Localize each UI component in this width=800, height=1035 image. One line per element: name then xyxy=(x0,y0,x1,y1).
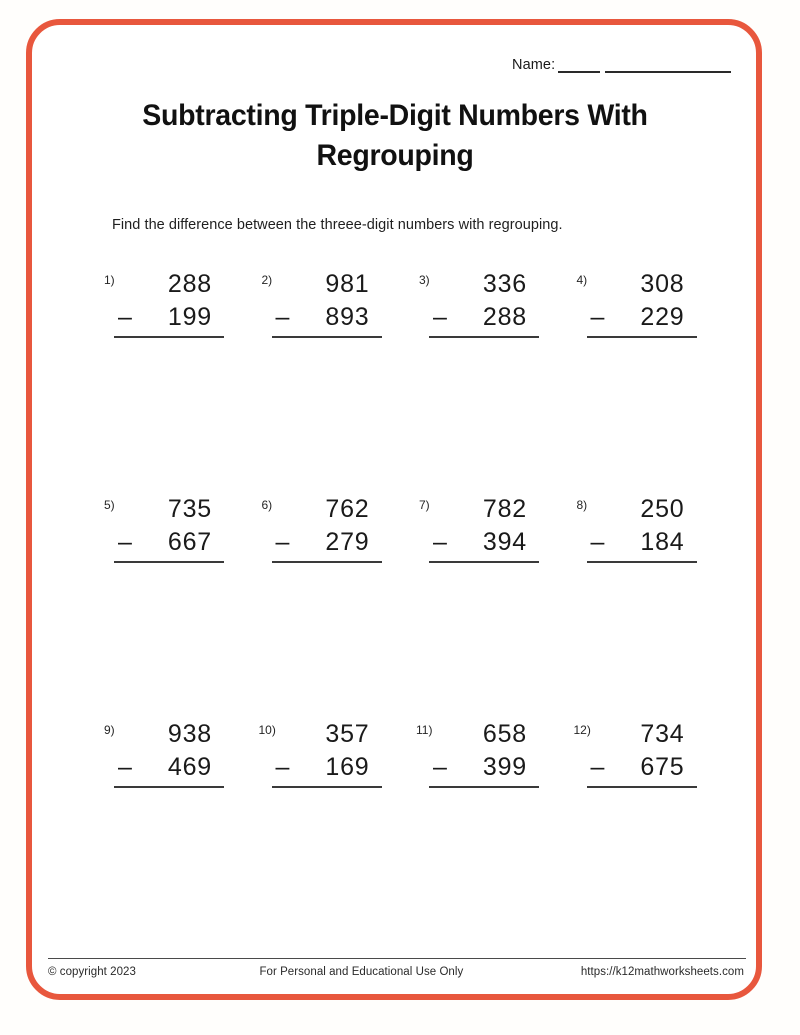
problem-stack xyxy=(272,268,382,338)
minuend: 658 xyxy=(482,720,527,748)
problem-number: 3) xyxy=(419,273,430,287)
footer-copyright: © copyright 2023 xyxy=(48,966,136,978)
minuend: 782 xyxy=(482,495,527,523)
problem-7[interactable] xyxy=(411,493,569,718)
problem-6[interactable] xyxy=(254,493,412,718)
subtrahend: 667 xyxy=(167,528,212,556)
page-title: Subtracting Triple-Digit Numbers With Regrouping xyxy=(142,99,648,172)
subtraction-line xyxy=(272,526,382,563)
problem-stack xyxy=(114,268,224,338)
minuend: 336 xyxy=(482,270,527,298)
subtraction-line xyxy=(429,526,539,563)
problem-number: 10) xyxy=(258,723,276,737)
subtrahend: 399 xyxy=(482,753,527,781)
name-blank-segment-1[interactable] xyxy=(558,59,600,73)
problem-stack xyxy=(429,718,539,788)
problem-stack xyxy=(114,718,224,788)
minus-sign-icon: – xyxy=(433,528,447,556)
subtraction-line xyxy=(587,526,697,563)
minuend: 250 xyxy=(640,495,685,523)
problem-number: 9) xyxy=(104,723,115,737)
name-label: Name: xyxy=(512,57,556,73)
problem-number: 8) xyxy=(576,498,588,512)
problem-stack xyxy=(429,493,539,563)
problem-number: 2) xyxy=(261,273,273,287)
problem-stack xyxy=(272,718,382,788)
subtraction-line xyxy=(429,301,539,338)
minus-sign-icon: – xyxy=(590,528,605,556)
subtrahend: 469 xyxy=(167,753,212,781)
minuend: 288 xyxy=(167,270,212,298)
minus-sign-icon: – xyxy=(590,303,605,331)
problem-number: 4) xyxy=(576,273,588,287)
minuend: 938 xyxy=(167,720,212,748)
problem-4[interactable] xyxy=(569,268,727,493)
problem-number: 11) xyxy=(416,723,433,737)
subtrahend: 229 xyxy=(640,303,685,331)
subtrahend: 184 xyxy=(640,528,685,556)
problem-stack xyxy=(587,718,697,788)
minus-sign-icon: – xyxy=(590,753,605,781)
problem-row xyxy=(96,268,726,493)
minus-sign-icon: – xyxy=(118,753,132,781)
problem-stack xyxy=(272,493,382,563)
problem-1[interactable] xyxy=(96,268,254,493)
minuend: 762 xyxy=(325,495,370,523)
subtraction-line xyxy=(429,751,539,788)
footer-url[interactable]: https://k12mathworksheets.com xyxy=(580,966,744,978)
problem-grid xyxy=(96,268,726,781)
name-field[interactable] xyxy=(512,58,731,73)
minus-sign-icon: – xyxy=(275,753,290,781)
problem-number: 1) xyxy=(104,273,115,287)
subtraction-line xyxy=(272,301,382,338)
footer-divider xyxy=(48,958,746,959)
minus-sign-icon: – xyxy=(433,303,447,331)
minuend: 734 xyxy=(640,720,685,748)
minuend: 735 xyxy=(167,495,212,523)
instruction-text: Find the difference between the threee-digit numbers with regrouping. xyxy=(112,217,563,233)
problem-number: 5) xyxy=(104,498,115,512)
problem-stack xyxy=(429,268,539,338)
minus-sign-icon: – xyxy=(433,753,447,781)
subtrahend: 893 xyxy=(325,303,370,331)
problem-row xyxy=(96,493,726,718)
subtraction-line xyxy=(587,751,697,788)
subtraction-line xyxy=(114,751,224,788)
subtrahend: 279 xyxy=(325,528,370,556)
minus-sign-icon: – xyxy=(118,528,132,556)
problem-stack xyxy=(587,268,697,338)
subtrahend: 199 xyxy=(167,303,212,331)
subtraction-line xyxy=(272,751,382,788)
minus-sign-icon: – xyxy=(118,303,132,331)
subtraction-line xyxy=(587,301,697,338)
problem-number: 7) xyxy=(419,498,430,512)
footer xyxy=(48,966,746,978)
subtrahend: 288 xyxy=(482,303,527,331)
subtrahend: 675 xyxy=(640,753,685,781)
problem-number: 12) xyxy=(573,723,591,737)
footer-usage-note: For Personal and Educational Use Only xyxy=(259,966,464,978)
name-blank-segment-2[interactable] xyxy=(605,59,731,73)
minuend: 981 xyxy=(325,270,370,298)
problem-stack xyxy=(587,493,697,563)
minuend: 308 xyxy=(640,270,685,298)
problem-5[interactable] xyxy=(96,493,254,718)
minus-sign-icon: – xyxy=(275,528,290,556)
subtraction-line xyxy=(114,301,224,338)
problem-stack xyxy=(114,493,224,563)
problem-8[interactable] xyxy=(569,493,727,718)
problem-2[interactable] xyxy=(254,268,412,493)
problem-3[interactable] xyxy=(411,268,569,493)
subtraction-line xyxy=(114,526,224,563)
minuend: 357 xyxy=(325,720,370,748)
subtrahend: 169 xyxy=(325,753,370,781)
minus-sign-icon: – xyxy=(275,303,290,331)
subtrahend: 394 xyxy=(482,528,527,556)
problem-number: 6) xyxy=(261,498,273,512)
